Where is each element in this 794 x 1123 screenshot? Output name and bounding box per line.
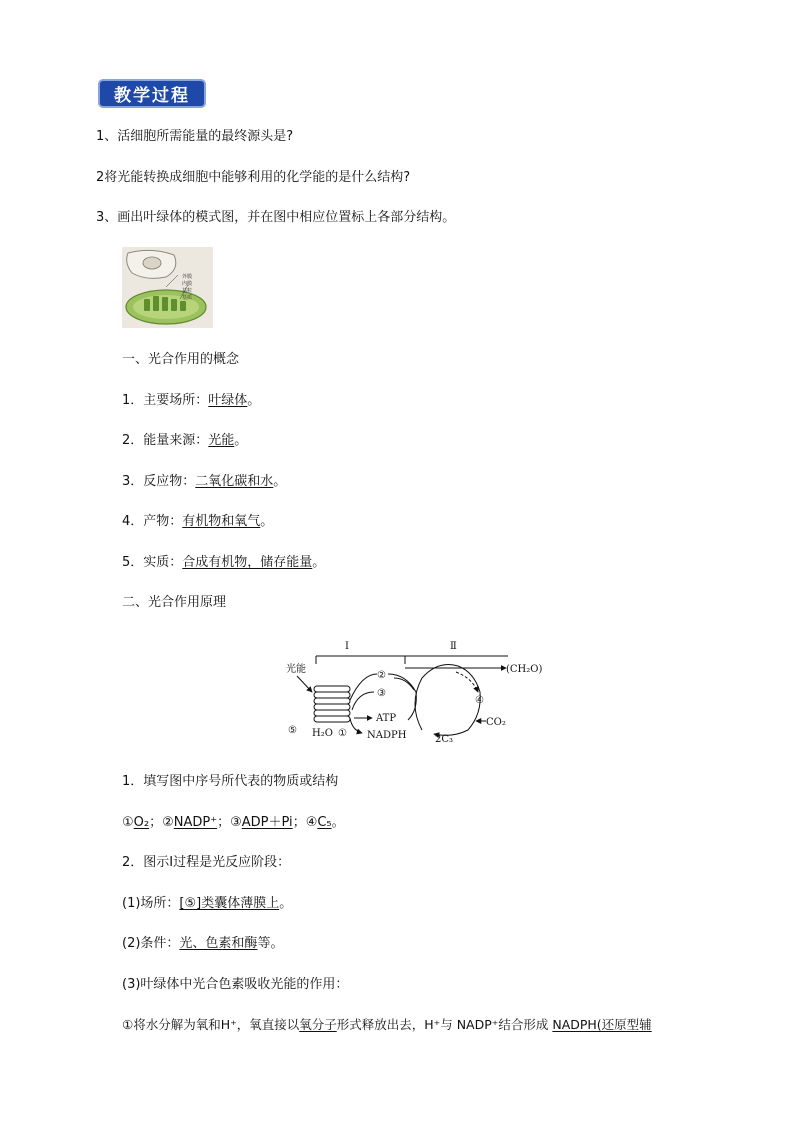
answer: 二氧化碳和水: [195, 474, 274, 489]
label-1: ①: [338, 728, 347, 739]
water-label: H₂O: [312, 728, 333, 739]
answer: 光、色素和酶: [179, 936, 258, 951]
concept-item: 4．产物：有机物和氧气。: [122, 514, 274, 529]
c3-label: 2C₃: [435, 734, 454, 745]
section1-title: 一、光合作用的概念: [122, 352, 240, 367]
answer: NADP⁺: [173, 815, 218, 830]
question-1: 1、活细胞所需能量的最终源头是?: [96, 129, 294, 144]
answer: NADPH(还原型辅: [552, 1017, 652, 1032]
section2-title: 二、光合作用原理: [122, 595, 227, 610]
ch2o-label: (CH₂O): [506, 664, 543, 675]
q2-role-title: (3)叶绿体中光合色素吸收光能的作用：: [122, 977, 349, 992]
section-banner: [98, 79, 206, 108]
concept-item: 1．主要场所：叶绿体。: [122, 393, 261, 408]
photosynthesis-diagram: [282, 634, 544, 746]
answer: 氧分子: [299, 1017, 337, 1032]
concept-item: 5．实质：合成有机物，储存能量。: [122, 555, 326, 570]
concept-item: 2．能量来源：光能。: [122, 433, 248, 448]
chloroplast-image: [122, 247, 213, 328]
label-4: ④: [475, 695, 484, 706]
banner-title: 教学过程: [114, 86, 190, 106]
q2-title: 2．图示Ⅰ过程是光反应阶段：: [122, 855, 291, 870]
question-2: 2将光能转换成细胞中能够利用的化学能的是什么结构?: [96, 170, 411, 185]
question-3: 3、画出叶绿体的模式图，并在图中相应位置标上各部分结构。: [96, 210, 456, 225]
answer: 光能: [208, 433, 235, 448]
q1-title: 1．填写图中序号所代表的物质或结构: [122, 774, 339, 789]
atp-label: ATP: [376, 713, 397, 724]
stage-1-label: Ⅰ: [345, 641, 349, 652]
answer: 有机物和氧气: [182, 514, 261, 529]
answer: [⑤]类囊体薄膜上: [179, 896, 280, 911]
thumb-label: 基粒: [182, 288, 193, 294]
answer: C₅: [317, 815, 332, 830]
q2-site: (1)场所：[⑤]类囊体薄膜上。: [122, 896, 293, 911]
q2-role-text: ①将水分解为氧和H⁺，氧直接以氧分子形式释放出去，H⁺与 NADP⁺结合形成 NADPH(还原型辅: [122, 1017, 652, 1032]
label-2: ②: [377, 670, 386, 681]
answer: 合成有机物，储存能量: [182, 555, 313, 570]
q2-condition: (2)条件：光、色素和酶等。: [122, 936, 284, 951]
answer: 光反应: [212, 855, 252, 870]
answer: 叶绿体: [208, 393, 248, 408]
thumb-label: 基质: [182, 295, 193, 301]
concept-item: 3．反应物：二氧化碳和水。: [122, 474, 287, 489]
stage-2-label: Ⅱ: [450, 641, 457, 652]
label-5: ⑤: [288, 725, 297, 736]
thumb-label: 外膜: [182, 274, 193, 280]
label-3: ③: [377, 688, 386, 699]
light-label: 光能: [286, 664, 306, 675]
thylakoid-stack: [314, 686, 350, 722]
co2-label: CO₂: [486, 717, 506, 728]
answer: ADP＋Pi: [241, 815, 293, 830]
answer: O₂: [133, 815, 150, 830]
q1-answers: ①O₂；②NADP⁺；③ADP＋Pi；④C₅。: [122, 815, 345, 830]
thumb-label: 内膜: [182, 281, 193, 287]
nadph-label: NADPH: [367, 730, 407, 741]
